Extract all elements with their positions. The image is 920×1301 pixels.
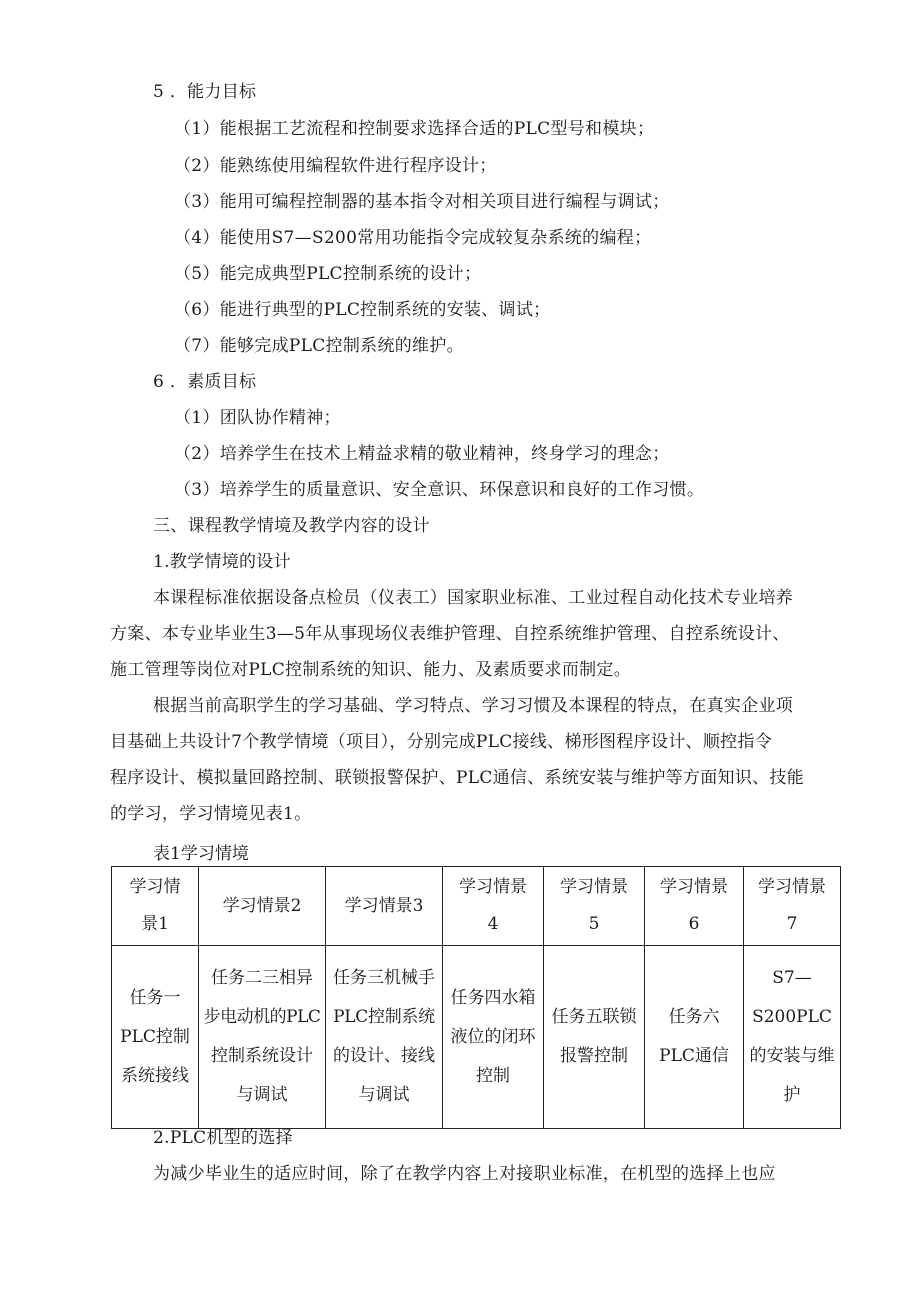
table-header-row	[112, 867, 841, 946]
table-cell: 任务六 PLC通信	[645, 946, 744, 1129]
header-cell: 学习情 景1	[112, 867, 199, 946]
paragraph-line: 的学习，学习情境见表1。	[110, 804, 312, 824]
paragraph-line: 程序设计、模拟量回路控制、联锁报警保护、PLC通信、系统安装与维护等方面知识、技能	[110, 768, 805, 788]
learning-situation-table	[111, 866, 841, 1129]
header-cell: 学习情景 6	[645, 867, 744, 946]
quality-item: （3）培养学生的质量意识、安全意识、环保意识和良好的工作习惯。	[174, 480, 705, 500]
table-caption: 表1学习情境	[153, 844, 249, 864]
table-cell: 任务二三相异 步电动机的PLC 控制系统设计 与调试	[199, 946, 326, 1129]
section3-heading: 三、课程教学情境及教学内容的设计	[153, 516, 430, 536]
ability-item: （6）能进行典型的PLC控制系统的安装、调试；	[174, 300, 551, 320]
paragraph-line: 本课程标准依据设备点检员（仪表工）国家职业标准、工业过程自动化技术专业培养	[153, 588, 794, 608]
paragraph-line: 为减少毕业生的适应时间，除了在教学内容上对接职业标准，在机型的选择上也应	[153, 1164, 776, 1184]
subsection-1-heading: 1.教学情境的设计	[153, 552, 291, 572]
paragraph-line: 方案、本专业毕业生3—5年从事现场仪表维护管理、自控系统维护管理、自控系统设计、	[110, 624, 790, 644]
subsection-2-heading: 2.PLC机型的选择	[153, 1128, 293, 1148]
paragraph-line: 施工管理等岗位对PLC控制系统的知识、能力、及素质要求而制定。	[110, 660, 632, 680]
quality-heading: 6 ．素质目标	[153, 372, 257, 392]
table-cell: 任务四水箱 液位的闭环 控制	[443, 946, 544, 1129]
table-cell: S7— S200PLC 的安装与维 护	[744, 946, 841, 1129]
header-cell: 学习情景 7	[744, 867, 841, 946]
table-cell: 任务三机械手 PLC控制系统 的设计、接线 与调试	[326, 946, 443, 1129]
ability-item: （7）能够完成PLC控制系统的维护。	[174, 336, 464, 356]
table-cell: 任务一 PLC控制 系统接线	[112, 946, 199, 1129]
ability-item: （1）能根据工艺流程和控制要求选择合适的PLC型号和模块；	[174, 119, 655, 139]
header-cell: 学习情景 4	[443, 867, 544, 946]
header-cell: 学习情景2	[199, 867, 326, 946]
ability-item: （3）能用可编程控制器的基本指令对相关项目进行编程与调试；	[174, 192, 670, 212]
ability-heading: 5 ．能力目标	[153, 82, 257, 102]
quality-item: （1）团队协作精神；	[174, 408, 341, 428]
ability-item: （2）能熟练使用编程软件进行程序设计；	[174, 156, 497, 176]
paragraph-line: 根据当前高职学生的学习基础、学习特点、学习习惯及本课程的特点，在真实企业项	[153, 696, 794, 716]
paragraph-line: 目基础上共设计7个教学情境（项目），分别完成PLC接线、梯形图程序设计、顺控指令	[110, 732, 773, 752]
table-row	[112, 946, 841, 1129]
ability-item: （4）能使用S7—S200常用功能指令完成较复杂系统的编程；	[174, 228, 652, 248]
header-cell: 学习情景 5	[544, 867, 645, 946]
header-cell: 学习情景3	[326, 867, 443, 946]
table-cell: 任务五联锁 报警控制	[544, 946, 645, 1129]
ability-item: （5）能完成典型PLC控制系统的设计；	[174, 264, 482, 284]
quality-item: （2）培养学生在技术上精益求精的敬业精神，终身学习的理念；	[174, 444, 670, 464]
